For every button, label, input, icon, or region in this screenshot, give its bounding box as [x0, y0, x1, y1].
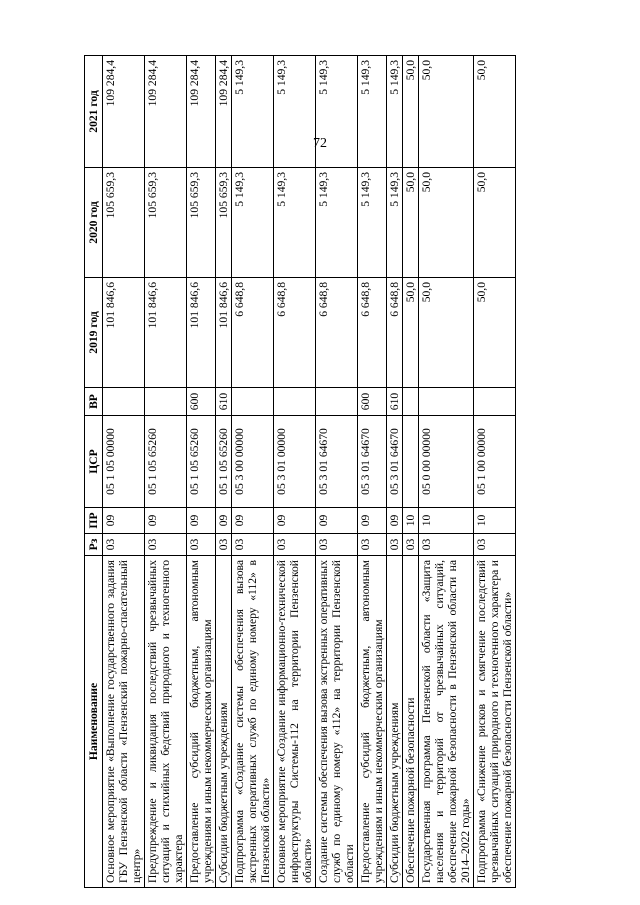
row-csr — [403, 416, 419, 508]
row-2021: 50,0 — [403, 56, 419, 168]
row-vr — [145, 388, 187, 416]
header-rz: Рз — [85, 534, 103, 556]
row-2021: 5 149,3 — [274, 56, 316, 168]
row-2020: 50,0 — [419, 168, 474, 278]
row-2020: 5 149,3 — [316, 168, 358, 278]
row-2019: 6 648,8 — [274, 278, 316, 388]
header-2020: 2020 год — [85, 168, 103, 278]
row-vr: 610 — [216, 388, 232, 416]
header-csr: ЦСР — [85, 416, 103, 508]
table-row — [274, 56, 316, 888]
row-rz: 03 — [358, 534, 387, 556]
row-vr — [232, 388, 274, 416]
row-pr: 10 — [419, 508, 474, 534]
row-2020: 5 149,3 — [358, 168, 387, 278]
row-name: Подпрограмма «Создание системы обеспечения вызова экстренных оперативных служб по единому номеру «112» в Пензенской области» — [232, 556, 274, 888]
row-name: Основное мероприятие «Выполнение государственного задания ГБУ Пензенской области «Пензенский пожарно-спасательный центр» — [103, 556, 145, 888]
row-pr: 10 — [403, 508, 419, 534]
row-pr: 10 — [474, 508, 516, 534]
row-name: Создание системы обеспечения вызова экстренных оперативных служб по единому номеру «112» на территории Пензенской области — [316, 556, 358, 888]
row-name: Субсидии бюджетным учреждениям — [387, 556, 403, 888]
row-csr: 05 1 05 65260 — [216, 416, 232, 508]
row-2020: 105 659,3 — [187, 168, 216, 278]
row-rz: 03 — [274, 534, 316, 556]
row-2020: 5 149,3 — [274, 168, 316, 278]
row-csr: 05 0 00 00000 — [419, 416, 474, 508]
row-2020: 5 149,3 — [387, 168, 403, 278]
row-2021: 5 149,3 — [387, 56, 403, 168]
row-2019: 50,0 — [403, 278, 419, 388]
row-csr: 05 3 01 00000 — [274, 416, 316, 508]
row-vr — [474, 388, 516, 416]
row-2020: 50,0 — [474, 168, 516, 278]
row-vr — [274, 388, 316, 416]
row-csr: 05 3 01 64670 — [358, 416, 387, 508]
row-name: Предоставление субсидий бюджетным, автономным учреждениям и иным некоммерческим организациям — [358, 556, 387, 888]
row-2020: 105 659,3 — [216, 168, 232, 278]
table-row — [232, 56, 274, 888]
row-rz: 03 — [187, 534, 216, 556]
row-pr: 09 — [216, 508, 232, 534]
row-name: Обеспечение пожарной безопасности — [403, 556, 419, 888]
row-pr: 09 — [387, 508, 403, 534]
row-2021: 109 284,4 — [187, 56, 216, 168]
row-vr — [403, 388, 419, 416]
header-pr: ПР — [85, 508, 103, 534]
row-rz: 03 — [316, 534, 358, 556]
header-name: Наименование — [85, 556, 103, 888]
row-2019: 50,0 — [474, 278, 516, 388]
row-pr: 09 — [358, 508, 387, 534]
row-name: Основное мероприятие «Создание информационно-технической инфраструктуры Системы-112 на территории Пензенской области» — [274, 556, 316, 888]
row-2021: 5 149,3 — [316, 56, 358, 168]
row-2019: 101 846,6 — [216, 278, 232, 388]
row-csr: 05 1 05 65260 — [187, 416, 216, 508]
row-rz: 03 — [232, 534, 274, 556]
header-vr: ВР — [85, 388, 103, 416]
row-csr: 05 1 05 00000 — [103, 416, 145, 508]
page-number: 72 — [313, 136, 327, 151]
row-rz: 03 — [387, 534, 403, 556]
row-2019: 50,0 — [419, 278, 474, 388]
row-rz: 03 — [419, 534, 474, 556]
row-rz: 03 — [145, 534, 187, 556]
budget-table — [84, 55, 516, 888]
row-2021: 109 284,4 — [145, 56, 187, 168]
table-row — [145, 56, 187, 888]
table-row — [358, 56, 387, 888]
row-2019: 101 846,6 — [103, 278, 145, 388]
row-pr: 09 — [103, 508, 145, 534]
row-2019: 6 648,8 — [232, 278, 274, 388]
row-pr: 09 — [145, 508, 187, 534]
row-2021: 109 284,4 — [216, 56, 232, 168]
table-row — [187, 56, 216, 888]
row-vr — [316, 388, 358, 416]
row-pr: 09 — [316, 508, 358, 534]
header-2019: 2019 год — [85, 278, 103, 388]
row-2021: 50,0 — [474, 56, 516, 168]
row-rz: 03 — [103, 534, 145, 556]
row-2019: 101 846,6 — [145, 278, 187, 388]
table-row — [216, 56, 232, 888]
row-pr: 09 — [232, 508, 274, 534]
row-2019: 6 648,8 — [358, 278, 387, 388]
row-name: Подпрограмма «Снижение рисков и смягчение последствий чрезвычайных ситуаций природного и техногенного характера и обеспечение пожарной безопасности Пензенской области» — [474, 556, 516, 888]
row-2021: 50,0 — [419, 56, 474, 168]
row-name: Субсидии бюджетным учреждениям — [216, 556, 232, 888]
table-row — [403, 56, 419, 888]
table-row — [316, 56, 358, 888]
row-vr — [419, 388, 474, 416]
row-rz: 03 — [474, 534, 516, 556]
row-pr: 09 — [274, 508, 316, 534]
row-2021: 109 284,4 — [103, 56, 145, 168]
row-pr: 09 — [187, 508, 216, 534]
header-2021: 2021 год — [85, 56, 103, 168]
row-2021: 5 149,3 — [232, 56, 274, 168]
row-2021: 5 149,3 — [358, 56, 387, 168]
row-name: Государственная программа Пензенской области «Защита населения и территорий от чрезвычайных ситуаций, обеспечение пожарной безопасности в Пензенской области на 2014–2022 годы» — [419, 556, 474, 888]
table-row — [474, 56, 516, 888]
row-vr: 610 — [387, 388, 403, 416]
row-vr: 600 — [187, 388, 216, 416]
row-csr: 05 1 00 00000 — [474, 416, 516, 508]
row-csr: 05 3 01 64670 — [387, 416, 403, 508]
table-row — [387, 56, 403, 888]
row-vr: 600 — [358, 388, 387, 416]
table-header-row — [85, 56, 103, 888]
row-2020: 105 659,3 — [103, 168, 145, 278]
table-row — [103, 56, 145, 888]
row-vr — [103, 388, 145, 416]
row-csr: 05 1 05 65260 — [145, 416, 187, 508]
row-2020: 50,0 — [403, 168, 419, 278]
row-2020: 105 659,3 — [145, 168, 187, 278]
row-csr: 05 3 00 00000 — [232, 416, 274, 508]
row-rz: 03 — [216, 534, 232, 556]
row-name: Предупреждение и ликвидация последствий чрезвычайных ситуаций и стихийных бедствий природного и техногенного характера — [145, 556, 187, 888]
row-2019: 6 648,8 — [387, 278, 403, 388]
row-2019: 101 846,6 — [187, 278, 216, 388]
row-name: Предоставление субсидий бюджетным, автономным учреждениям и иным некоммерческим организациям — [187, 556, 216, 888]
rotated-table-container — [84, 56, 516, 888]
row-rz: 03 — [403, 534, 419, 556]
row-2020: 5 149,3 — [232, 168, 274, 278]
row-2019: 6 648,8 — [316, 278, 358, 388]
row-csr: 05 3 01 64670 — [316, 416, 358, 508]
table-row — [419, 56, 474, 888]
